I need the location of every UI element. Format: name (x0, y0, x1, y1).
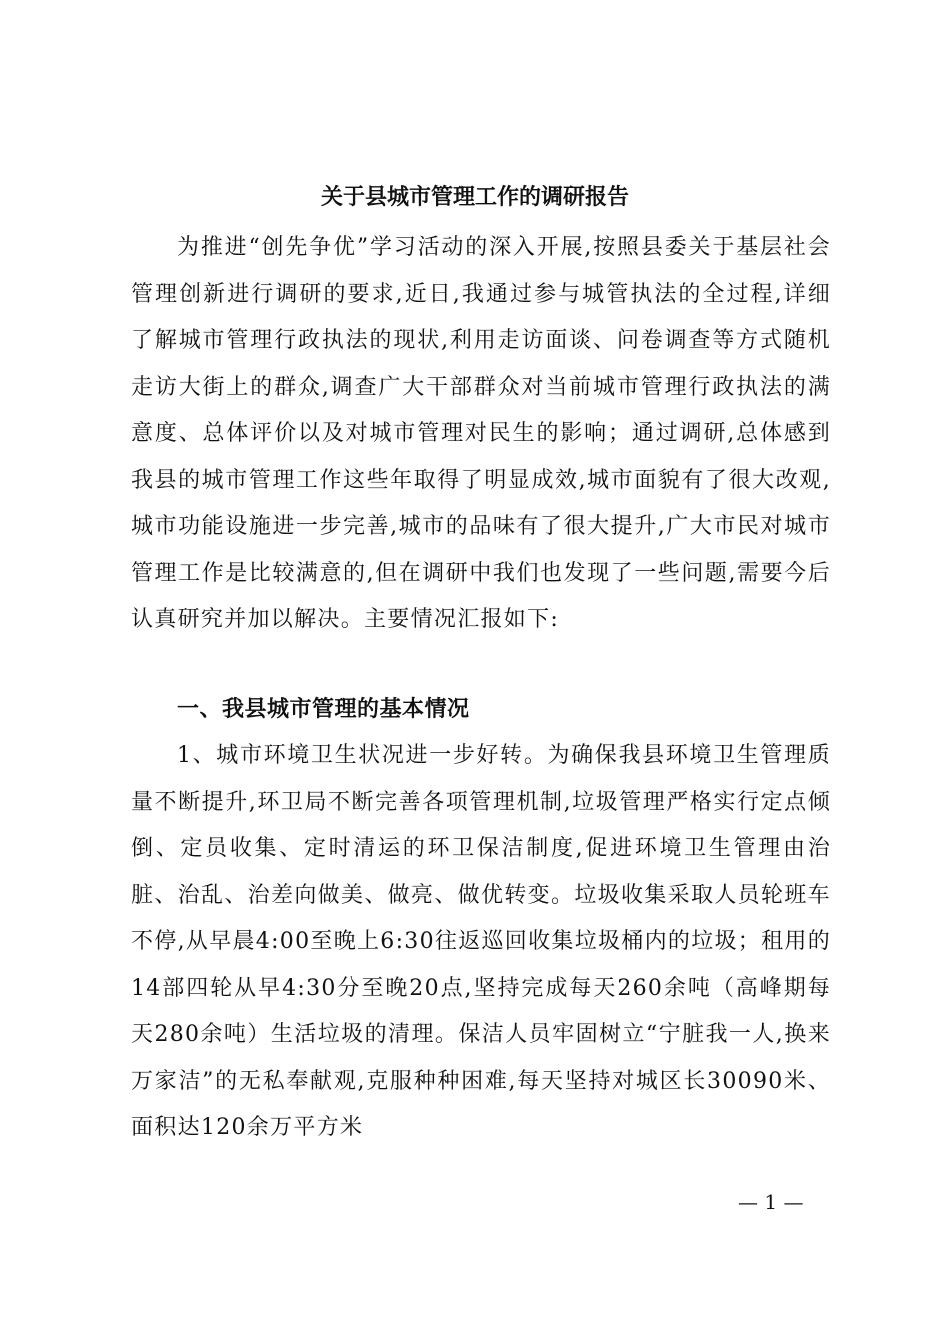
intro-paragraph: 为推进“创先争优”学习活动的深入开展,按照县委关于基层社会管理创新进行调研的要求,近日,我通过参与城管执法的全过程,详细了解城市管理行政执法的现状,利用走访面谈、问卷调查等方式随机走访大街上的群众,调查广大干部群众对当前城市管理行政执法的满意度、总体评价以及对城市管理对民生的影响；通过调研,总体感到我县的城市管理工作这些年取得了明显成效,城市面貌有了很大改观,城市功能设施进一步完善,城市的品味有了很大提升,广大市民对城市管理工作是比较满意的,但在调研中我们也发现了一些问题,需要今后认真研究并加以解决。主要情况汇报如下: (131, 235, 831, 632)
page-number: — 1 — (738, 1190, 804, 1214)
section-heading: 一、我县城市管理的基本情况 (177, 696, 470, 722)
section-paragraph-1: 1、城市环境卫生状况进一步好转。为确保我县环境卫生管理质量不断提升,环卫局不断完善各项管理机制,垃圾管理严格实行定点倾倒、定员收集、定时清运的环卫保洁制度,促进环境卫生管理由治脏、治乱、治差向做美、做亮、做优转变。垃圾收集采取人员轮班车不停,从早晨4:00至晚上6:30往返巡回收集垃圾桶内的垃圾；租用的14部四轮从早4:30分至晚20点,坚持完成每天260余吨（高峰期每天280余吨）生活垃圾的清理。保洁人员牢固树立“宁脏我一人,换来万家洁”的无私奉献观,克服种种困难,每天坚持对城区长30090米、面积达120余万平方米 (131, 743, 832, 1140)
document-title: 关于县城市管理工作的调研报告 (320, 184, 629, 210)
